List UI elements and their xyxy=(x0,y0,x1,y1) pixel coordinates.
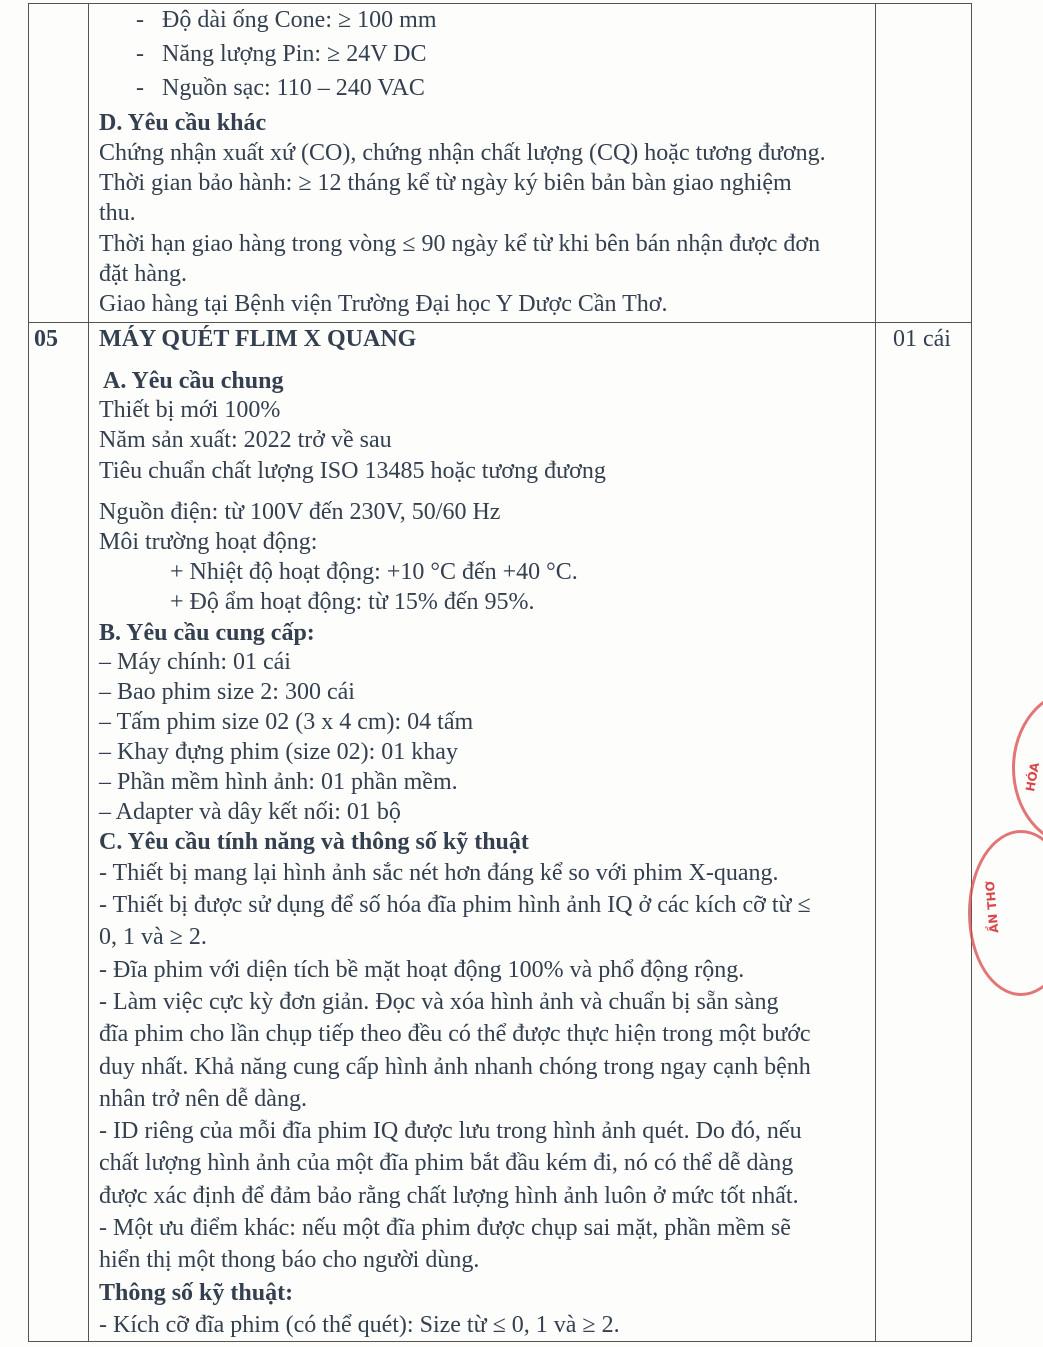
stamp-text-top: HÓA xyxy=(1023,761,1043,793)
section-c-line: chất lượng hình ảnh của một đĩa phim bắt đầu kém đi, nó có thể dễ dàng xyxy=(99,1150,794,1176)
section-b-line: – Khay đựng phim (size 02): 01 khay xyxy=(99,739,458,765)
dash-item-1: - Độ dài ống Cone: ≥ 100 mm xyxy=(136,7,437,33)
section-d-line: thu. xyxy=(99,200,136,226)
section-d-line: Chứng nhận xuất xứ (CO), chứng nhận chất lượng (CQ) hoặc tương đương. xyxy=(99,140,826,166)
section-d-line: Thời gian bảo hành: ≥ 12 tháng kể từ ngày ký biên bản bàn giao nghiệm xyxy=(99,170,792,196)
section-a-line: Năm sản xuất: 2022 trở về sau xyxy=(99,427,392,453)
section-d-line: Giao hàng tại Bệnh viện Trường Đại học Y Dược Cần Thơ. xyxy=(99,291,668,317)
section-a-line: Tiêu chuẩn chất lượng ISO 13485 hoặc tương đương xyxy=(99,458,606,484)
dash-item-2: - Năng lượng Pin: ≥ 24V DC xyxy=(136,41,427,67)
section-d-heading: D. Yêu cầu khác xyxy=(99,110,267,136)
section-b-line: – Phần mềm hình ảnh: 01 phần mềm. xyxy=(99,769,458,795)
stamp-text-bottom: ẦN THƠ xyxy=(982,880,1002,934)
section-a-line: Nguồn điện: từ 100V đến 230V, 50/60 Hz xyxy=(99,499,501,525)
column-divider-2 xyxy=(875,4,876,1341)
section-a-heading: A. Yêu cầu chung xyxy=(103,368,284,394)
section-c-line: nhân trở nên dễ dàng. xyxy=(99,1086,307,1112)
section-d-line: Thời hạn giao hàng trong vòng ≤ 90 ngày kể từ khi bên bán nhận được đơn xyxy=(99,231,821,257)
section-c-line: 0, 1 và ≥ 2. xyxy=(99,924,207,950)
section-c-line: - Đĩa phim với diện tích bề mặt hoạt động 100% và phổ động rộng. xyxy=(99,957,745,983)
section-a-line: Môi trường hoạt động: xyxy=(99,529,318,555)
section-c-heading: C. Yêu cầu tính năng và thông số kỹ thuật xyxy=(99,829,529,855)
row-divider xyxy=(29,322,971,323)
section-c-line: duy nhất. Khả năng cung cấp hình ảnh nhanh chóng trong ngay cạnh bệnh xyxy=(99,1054,811,1080)
row-number: 05 xyxy=(34,326,58,352)
section-a-line: + Độ ẩm hoạt động: từ 15% đến 95%. xyxy=(170,589,535,615)
row-quantity: 01 cái xyxy=(893,326,951,352)
specs-line: - Kích cỡ đĩa phim (có thể quét): Size từ ≤ 0, 1 và ≥ 2. xyxy=(99,1312,620,1338)
section-c-line: - Thiết bị mang lại hình ảnh sắc nét hơn đáng kể so với phim X-quang. xyxy=(99,860,779,886)
section-b-line: – Bao phim size 2: 300 cái xyxy=(99,679,355,705)
item-title: MÁY QUÉT FLIM X QUANG xyxy=(99,326,417,352)
section-c-line: - Làm việc cực kỳ đơn giản. Đọc và xóa hình ảnh và chuẩn bị sẵn sàng xyxy=(99,989,779,1015)
dash-item-3: - Nguồn sạc: 110 – 240 VAC xyxy=(136,75,425,101)
specs-heading: Thông số kỹ thuật: xyxy=(99,1280,294,1306)
section-a-line: Thiết bị mới 100% xyxy=(99,397,281,423)
stamp-mark-lower xyxy=(968,830,1043,996)
section-b-line: – Tấm phim size 02 (3 x 4 cm): 04 tấm xyxy=(99,709,474,735)
section-c-line: hiển thị một thong báo cho người dùng. xyxy=(99,1247,480,1273)
section-c-line: - Thiết bị được sử dụng để số hóa đĩa phim hình ảnh IQ ở các kích cỡ từ ≤ xyxy=(99,892,811,918)
section-b-line: – Máy chính: 01 cái xyxy=(99,649,291,675)
section-b-line: – Adapter và dây kết nối: 01 bộ xyxy=(99,799,401,825)
section-c-line: - ID riêng của mỗi đĩa phim IQ được lưu trong hình ảnh quét. Do đó, nếu xyxy=(99,1118,802,1144)
column-divider-1 xyxy=(88,4,89,1341)
section-a-line: + Nhiệt độ hoạt động: +10 °C đến +40 °C. xyxy=(170,559,578,585)
section-c-line: được xác định để đảm bảo rằng chất lượng hình ảnh luôn ở mức tốt nhất. xyxy=(99,1183,799,1209)
section-d-line: đặt hàng. xyxy=(99,261,187,287)
section-c-line: - Một ưu điểm khác: nếu một đĩa phim được chụp sai mặt, phần mềm sẽ xyxy=(99,1215,791,1241)
section-c-line: đĩa phim cho lần chụp tiếp theo đều có thể được thực hiện trong một bước xyxy=(99,1021,811,1047)
section-b-heading: B. Yêu cầu cung cấp: xyxy=(99,620,315,646)
